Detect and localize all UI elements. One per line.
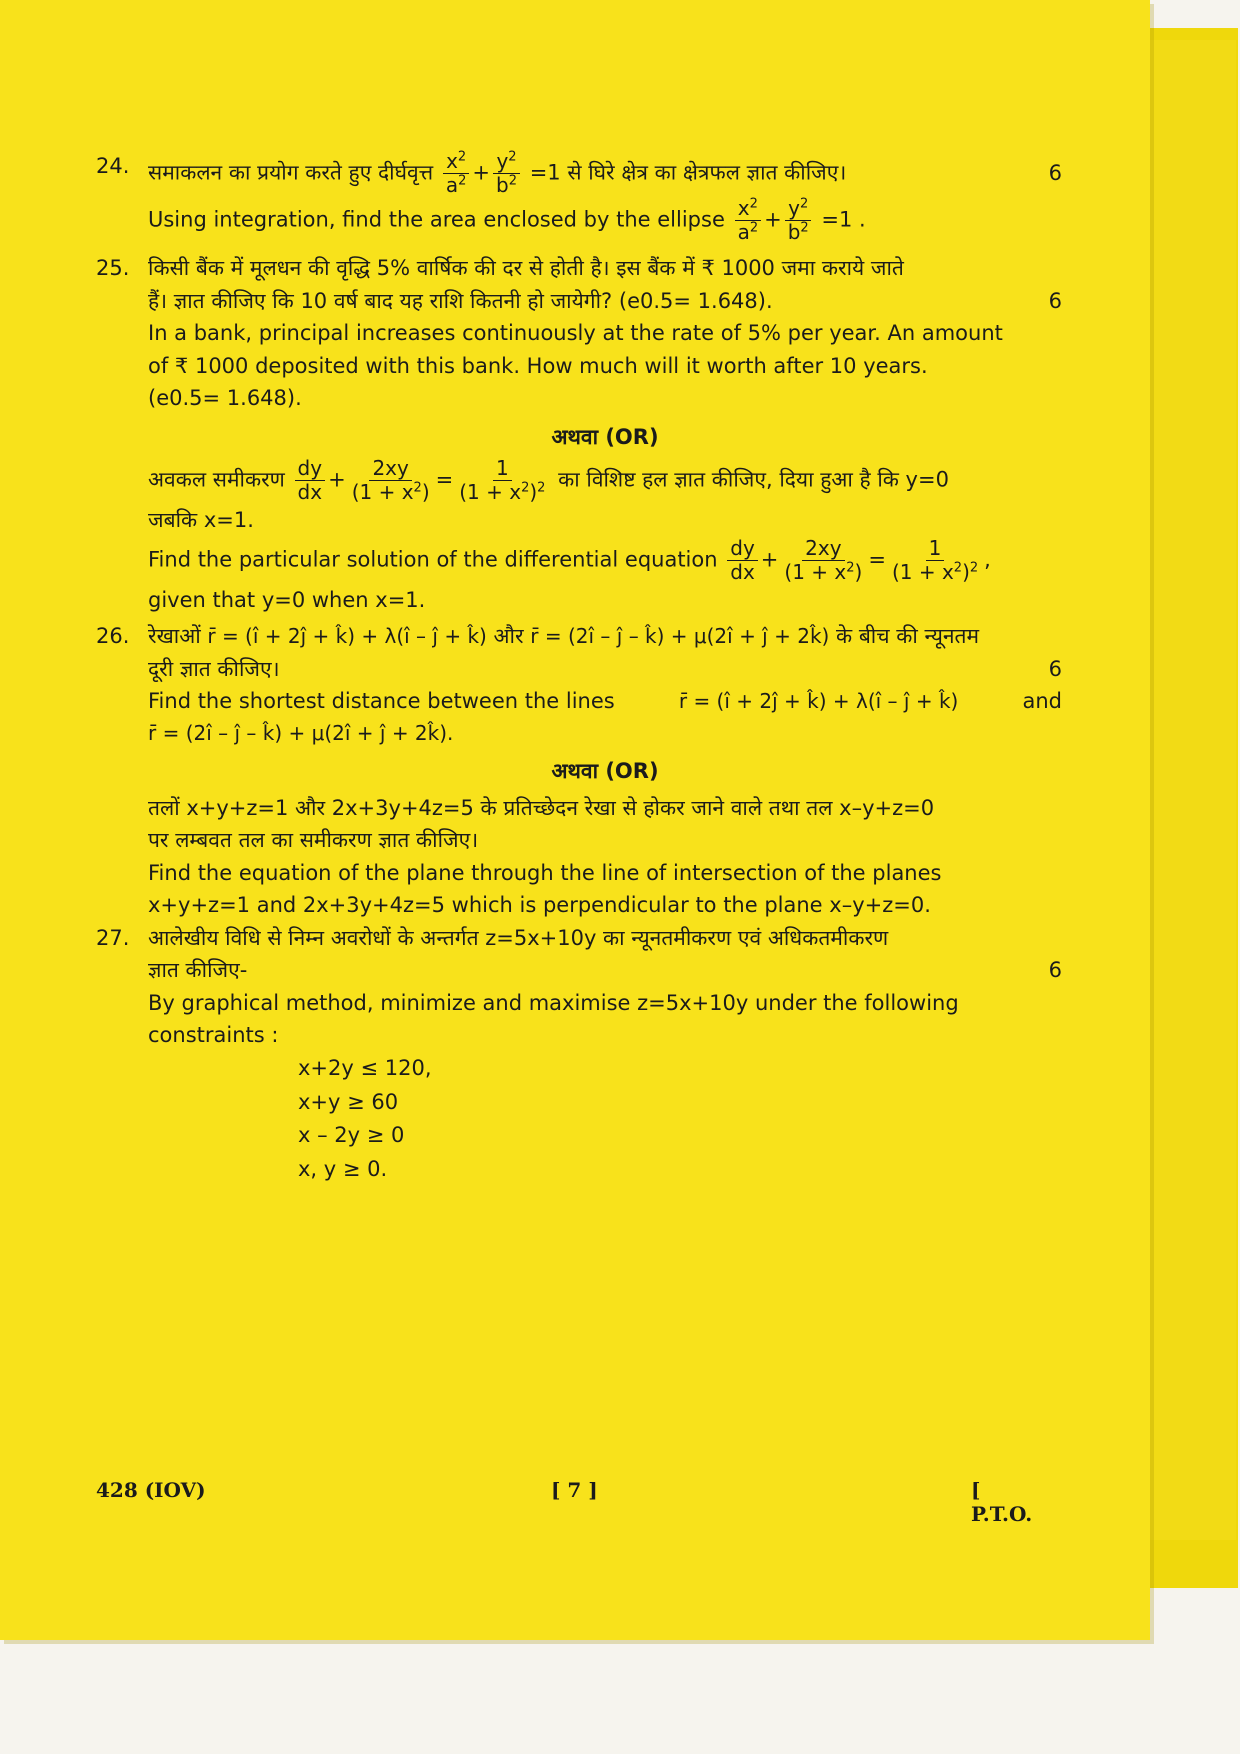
rhs-term: $\frac{1}{(1 + x^2)^2}$ — [459, 456, 546, 505]
q25-alt-english-pre: Find the particular solution of the differential equation — [148, 547, 718, 572]
ellipse-y-term: $\frac{y^2}{b^2}$ — [785, 197, 812, 244]
question-24: 24. समाकलन का प्रयोग करते हुए दीर्घवृत्त $\frac{x^2}{a^2}$ + $\frac{y^2}{b^2}$ =1 से घिरे क्षेत्र का क्षेत्रफल ज्ञात कीजिए। 6 Using integration, find the area enclosed by the ellipse $\frac{x^2}{a^2}$ + $\frac{y^2}{b^2}$ =1 . — [96, 149, 1062, 244]
or-separator: अथवा (OR) — [551, 759, 659, 784]
q26-hindi-pre: रेखाओं — [148, 624, 201, 649]
or-separator: अथवा (OR) — [551, 424, 659, 449]
q27-english-line-2: constraints : — [148, 1023, 279, 1048]
rhs-term: $\frac{1}{(1 + x^2)^2}$ — [891, 535, 979, 584]
pto-label: [ P.T.O. — [971, 1478, 1033, 1526]
marks: 6 — [1048, 288, 1062, 313]
q24-hindi-text: समाकलन का प्रयोग करते हुए दीर्घवृत्त — [148, 160, 434, 185]
dy-dx: $\frac{dy}{dx}$ — [727, 537, 758, 584]
q24-english-text: Using integration, find the area enclosed by the ellipse — [148, 207, 725, 232]
q27-english-line-1: By graphical method, minimize and maximise z=5x+10y under the following — [148, 990, 959, 1015]
q26-hindi-line-2: दूरी ज्ञात कीजिए। — [148, 656, 280, 681]
q26-alt-hindi-line-2: पर लम्बवत तल का समीकरण ज्ञात कीजिए। — [148, 828, 479, 853]
q25-hindi-line-2: हैं। ज्ञात कीजिए कि 10 वर्ष बाद यह राशि कितनी हो जायेगी? (e0.5= 1.648). — [148, 288, 773, 313]
term-2xy: $\frac{2xy}{(1 + x^2)}$ — [351, 456, 430, 505]
q26-alt-hindi-line-1: तलों x+y+z=1 और 2x+3y+4z=5 के प्रतिच्छेदन रेखा से होकर जाने वाले तथा तल x–y+z=0 — [148, 795, 935, 820]
q24-hindi-text-end: से घिरे क्षेत्र का क्षेत्रफल ज्ञात कीजिए। — [567, 160, 847, 185]
question-number: 27. — [96, 925, 130, 950]
q25-english-line-1: In a bank, principal increases continuously at the rate of 5% per year. An amount — [148, 321, 1003, 346]
constraint: x – 2y ≥ 0 — [298, 1123, 405, 1148]
constraint: x+2y ≤ 120, — [298, 1055, 432, 1080]
line-vector-1: r̄ = (î + 2ĵ + k̂) + λ(î – ĵ + k̂) — [678, 689, 959, 714]
question-content — [96, 150, 1062, 1186]
q26-hindi-and: और — [493, 624, 524, 649]
constraints-list — [298, 1052, 1062, 1186]
page-number: [ 7 ] — [551, 1478, 598, 1502]
question-25: 25. किसी बैंक में मूलधन की वृद्धि 5% वार्षिक की दर से होती है। इस बैंक में ₹ 1000 जमा कराये जाते हैं। ज्ञात कीजिए कि 10 वर्ष बाद यह राशि कितनी हो जायेगी? (e0.5= 1.648). 6 In a bank, principal increases continuously at the rate of 5% per year. An amount of ₹ 1000 deposited with this bank. How much will it worth after 10 years. (e0.5= 1.648). अथवा (OR) अवकल समीकरण $\frac{dy}{dx}$ + $\frac{2xy}{(1 + x^2)}$ = $\frac{1}{(1 + x^2)^2}$ का विशिष्ट हल ज्ञात कीजिए, दिया हुआ है कि y=0 जबकि x=1. Find the particular solution of the differential equation $\frac{dy}{dx}$ + $\frac{2xy}{(1 + x^2)}$ = $\frac{1}{(1 + x^2)^2}$ , given that y=0 when x=1. — [96, 252, 1062, 616]
q25-alt-hindi-line-2: जबकि x=1. — [148, 508, 254, 533]
q25-alt-english-line-2: given that y=0 when x=1. — [148, 587, 426, 612]
constraint: x, y ≥ 0. — [298, 1156, 388, 1181]
q25-hindi-line-1: किसी बैंक में मूलधन की वृद्धि 5% वार्षिक की दर से होती है। इस बैंक में ₹ 1000 जमा कराये जाते — [148, 256, 904, 280]
q26-english-line-1: Find the shortest distance between the lines — [148, 689, 615, 714]
constraint: x+y ≥ 60 — [298, 1089, 399, 1114]
question-27 — [96, 922, 1062, 1187]
q26-english-and: and — [1022, 689, 1062, 714]
question-number: 24. — [96, 154, 130, 178]
question-26 — [96, 620, 1062, 921]
ellipse-x-term: $\frac{x^2}{a^2}$ — [735, 197, 762, 244]
ellipse-y-term: $\frac{y^2}{b^2}$ — [493, 150, 520, 197]
question-number: 25. — [96, 256, 130, 280]
line-vector-2: r̄ = (2î – ĵ – k̂) + μ(2î + ĵ + 2k̂). — [148, 721, 454, 746]
marks: 6 — [1048, 656, 1062, 681]
paper-code: 428 (IOV) — [96, 1478, 206, 1502]
marks: 6 — [1048, 958, 1062, 983]
dy-dx: $\frac{dy}{dx}$ — [295, 457, 326, 504]
line-vector-2: r̄ = (2î – ĵ – k̂) + μ(2î + ĵ + 2k̂) — [530, 624, 830, 649]
q27-hindi-line-2: ज्ञात कीजिए- — [148, 958, 248, 983]
underlying-sheet-edge — [1150, 40, 1236, 1540]
q25-alt-hindi-pre: अवकल समीकरण — [148, 467, 285, 492]
question-number: 26. — [96, 624, 130, 649]
q25-english-line-3: (e0.5= 1.648). — [148, 386, 302, 411]
marks: 6 — [1048, 160, 1062, 185]
q26-alt-english-line-2: x+y+z=1 and 2x+3y+4z=5 which is perpendicular to the plane x–y+z=0. — [148, 893, 931, 918]
q27-hindi-line-1: आलेखीय विधि से निम्न अवरोधों के अन्तर्गत z=5x+10y का न्यूनतमीकरण एवं अधिकतमीकरण — [148, 925, 889, 950]
q26-hindi-post: के बीच की न्यूनतम — [836, 624, 980, 649]
q26-alt-english-line-1: Find the equation of the plane through the line of intersection of the planes — [148, 860, 942, 885]
q25-english-line-2: of ₹ 1000 deposited with this bank. How much will it worth after 10 years. — [148, 353, 928, 378]
q25-alt-hindi-post: का विशिष्ट हल ज्ञात कीजिए, दिया हुआ है कि y=0 — [558, 467, 949, 492]
term-2xy: $\frac{2xy}{(1 + x^2)}$ — [784, 535, 863, 584]
ellipse-x-term: $\frac{x^2}{a^2}$ — [443, 150, 470, 197]
line-vector-1: r̄ = (î + 2ĵ + k̂) + λ(î – ĵ + k̂) — [207, 624, 487, 649]
